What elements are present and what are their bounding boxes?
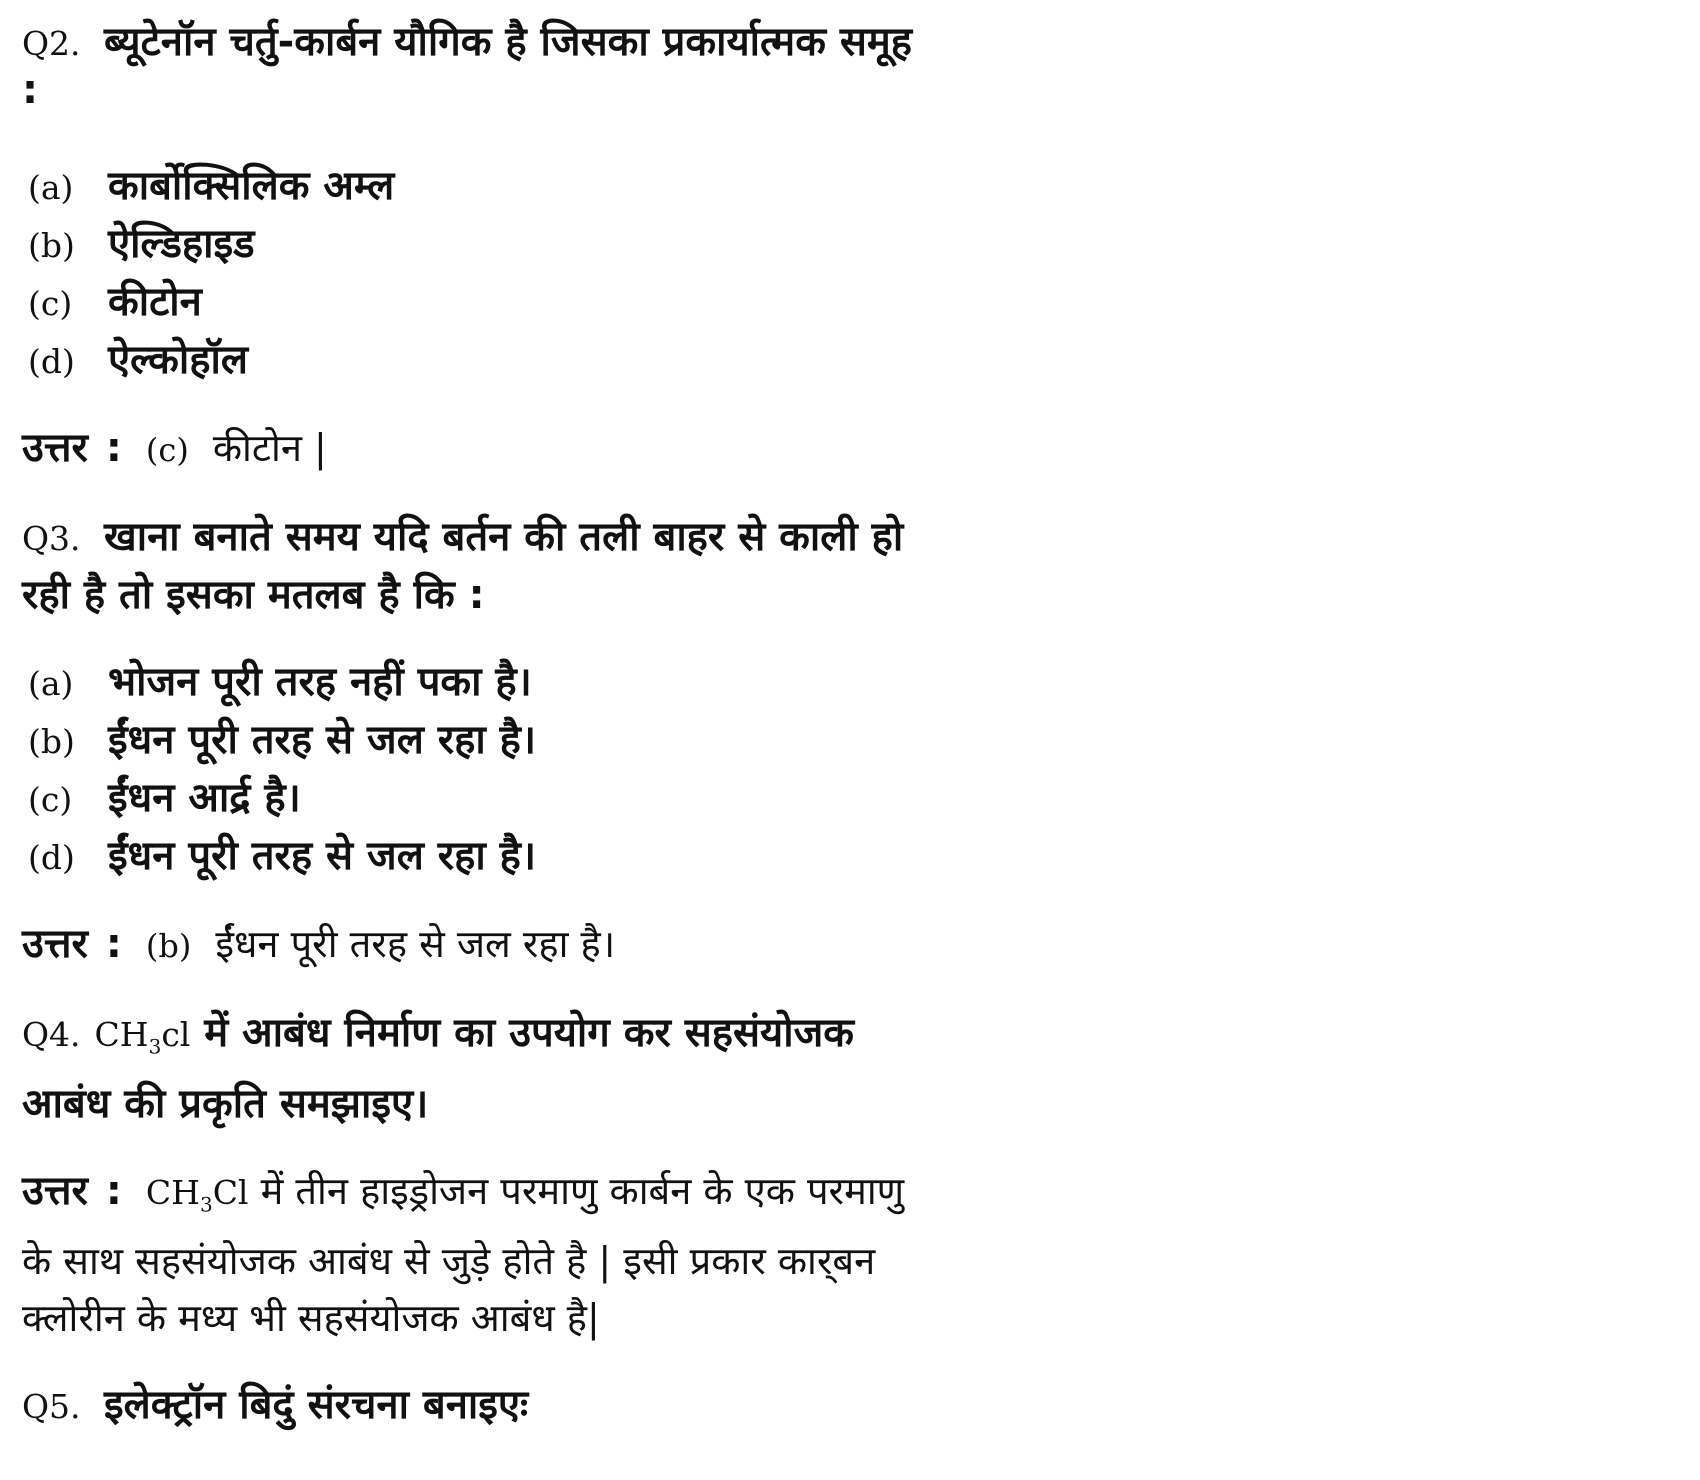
option-text: कीटोन xyxy=(108,279,202,325)
option-label: (a) xyxy=(28,664,74,703)
question-4-formula xyxy=(94,1015,191,1059)
formula-main: CH xyxy=(145,1172,200,1212)
option-a xyxy=(22,654,1202,712)
question-2-answer xyxy=(22,420,1202,479)
option-d xyxy=(22,828,1202,886)
question-4-line-2: आबंध की प्रकृति समझाइए। xyxy=(22,1080,429,1127)
answer-colon: : xyxy=(105,1167,122,1214)
question-3-text-1: खाना बनाते समय यदि बर्तन की तली बाहर से काली हो xyxy=(104,514,904,560)
question-2-options xyxy=(22,158,1202,390)
option-label: (d) xyxy=(28,838,75,877)
question-4-text-1: में आबंध निर्माण का उपयोग कर सहसंयोजक xyxy=(204,1010,855,1056)
question-3 xyxy=(22,509,1202,975)
question-4-answer xyxy=(22,1163,1202,1348)
formula-end: cl xyxy=(161,1015,191,1054)
question-4 xyxy=(22,1005,1202,1347)
option-label: (d) xyxy=(28,342,75,381)
option-label: (b) xyxy=(28,226,75,265)
answer-colon: : xyxy=(105,425,122,471)
option-text: कार्बोक्सिलिक अम्ल xyxy=(108,163,395,209)
formula-end: Cl xyxy=(212,1172,249,1212)
option-c xyxy=(22,274,1202,332)
answer-text-1: में तीन हाइड्रोजन परमाणु कार्बन के एक परमाणु xyxy=(260,1168,905,1213)
question-5-text: इलेक्ट्रॉन बिदुं संरचना बनाइएः xyxy=(104,1382,529,1429)
option-b xyxy=(22,216,1202,274)
option-a xyxy=(22,158,1202,216)
option-c xyxy=(22,770,1202,828)
answer-text: ईंधन पूरी तरह से जल रहा है। xyxy=(215,922,616,966)
question-4-number: Q4. xyxy=(22,1015,81,1054)
answer-key: उत्तर xyxy=(22,921,88,967)
option-text: भोजन पूरी तरह नहीं पका है। xyxy=(108,659,532,705)
formula-main: CH xyxy=(94,1015,149,1054)
answer-line-3: क्लोरीन के मध्य भी सहसंयोजक आबंध है| xyxy=(22,1296,600,1341)
question-3-answer xyxy=(22,916,1202,975)
document-page xyxy=(22,14,1202,1435)
option-b xyxy=(22,712,1202,770)
question-2 xyxy=(22,14,1202,479)
option-text: ईंधन पूरी तरह से जल रहा है। xyxy=(108,833,537,879)
question-2-number: Q2. xyxy=(22,24,81,63)
answer-option: (b) xyxy=(145,927,192,965)
question-3-number: Q3. xyxy=(22,519,81,558)
answer-line-2: के साथ सहसंयोजक आबंध से जुड़े होते है | इसी प्रकार कार्‌बन xyxy=(22,1239,876,1284)
option-text: ऐल्डिहाइड xyxy=(108,221,255,267)
question-3-options xyxy=(22,654,1202,886)
answer-line-1 xyxy=(22,1163,1202,1234)
formula-subscript: 3 xyxy=(148,1034,162,1059)
answer-colon: : xyxy=(105,921,122,967)
answer-text: कीटोन | xyxy=(212,426,327,470)
option-label: (a) xyxy=(28,168,74,207)
option-d xyxy=(22,332,1202,390)
question-3-line-2: रही है तो इसका मतलब है कि : xyxy=(22,572,485,618)
question-5-number: Q5. xyxy=(22,1387,81,1427)
answer-key: उत्तर xyxy=(22,425,88,471)
answer-formula xyxy=(145,1172,249,1217)
option-label: (c) xyxy=(28,780,73,819)
option-text: ईंधन पूरी तरह से जल रहा है। xyxy=(108,717,537,763)
answer-option: (c) xyxy=(145,431,189,469)
question-3-line-1 xyxy=(22,509,1202,567)
question-2-trailing-colon: : xyxy=(22,67,38,113)
question-5 xyxy=(22,1377,1202,1435)
question-5-line xyxy=(22,1377,1202,1435)
option-label: (b) xyxy=(28,722,75,761)
option-text: ऐल्कोहॉल xyxy=(108,337,248,383)
question-2-line xyxy=(22,14,1202,72)
option-label: (c) xyxy=(28,284,73,323)
question-4-line-1 xyxy=(22,1005,1202,1076)
answer-key: उत्तर xyxy=(22,1167,88,1214)
formula-subscript: 3 xyxy=(199,1192,213,1217)
option-text: ईंधन आर्द्र है। xyxy=(108,775,301,821)
question-2-text: ब्यूटेनॉन चर्तु-कार्बन यौगिक है जिसका प्रकार्यात्मक समूह xyxy=(104,19,913,65)
